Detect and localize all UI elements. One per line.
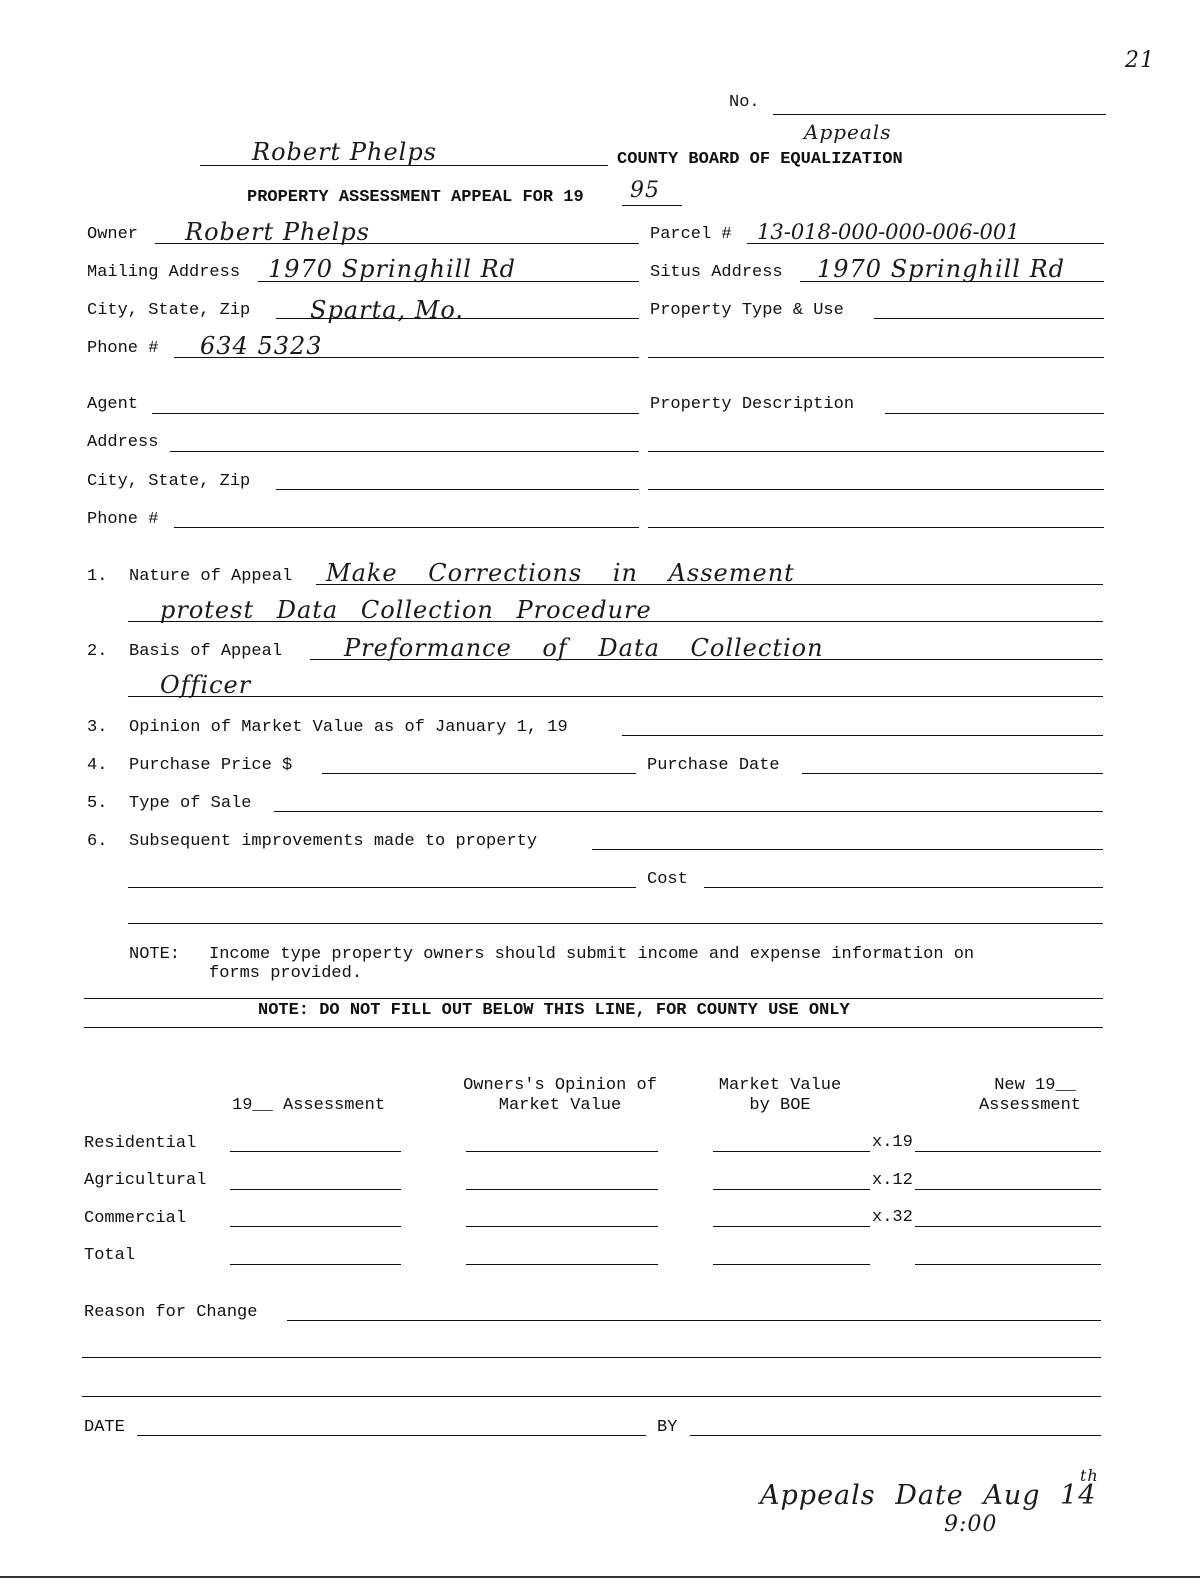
q4-number: 4. [87,756,108,775]
q3-field[interactable] [622,735,1103,736]
county-use-divider-top [84,998,1103,999]
purchase-date-label: Purchase Date [647,756,780,775]
board-title: COUNTY BOARD OF EQUALIZATION [617,150,903,169]
appeal-year-field[interactable] [622,205,682,206]
parcel-label: Parcel # [650,225,732,244]
by-label: BY [657,1418,678,1437]
owner-label: Owner [87,225,139,244]
city-state-zip-handwritten: Sparta, Mo. [310,296,465,324]
appeal-title: PROPERTY ASSESSMENT APPEAL FOR 19 [247,188,584,207]
agent-phone-field[interactable] [174,527,639,528]
date-label: DATE [84,1418,125,1437]
phone-handwritten: 634 5323 [200,332,323,360]
q2-field-line1[interactable] [310,659,1103,660]
agent-city-state-zip-label: City, State, Zip [87,472,251,491]
agent-label: Agent [87,395,139,414]
county-name-field[interactable] [200,165,608,166]
q5-label: Type of Sale [129,794,252,813]
residential-new-assessment-field[interactable] [915,1151,1101,1152]
property-type-field[interactable] [874,318,1104,319]
residential-owner-opinion-field[interactable] [466,1151,658,1152]
property-description-field-4[interactable] [648,527,1104,528]
commercial-owner-opinion-field[interactable] [466,1226,658,1227]
scan-bottom-edge [0,1576,1200,1578]
commercial-multiplier: x.32 [872,1208,913,1227]
residential-market-value-field[interactable] [713,1151,870,1152]
appeals-date-suffix-handwritten: th [1080,1466,1099,1485]
page-number: 21 [1125,48,1155,73]
county-name-handwritten: Robert Phelps [252,138,437,166]
note-label: NOTE: [129,945,181,964]
agent-city-state-zip-field[interactable] [276,489,639,490]
total-new-assessment-field[interactable] [915,1264,1101,1265]
row-total-label: Total [84,1246,136,1265]
improvements-field-3[interactable] [128,923,1103,924]
owner-field[interactable] [155,243,639,244]
reason-for-change-label: Reason for Change [84,1303,258,1322]
owner-value-handwritten: Robert Phelps [185,218,370,246]
q3-number: 3. [87,718,108,737]
note-text-line2: forms provided. [209,964,363,983]
city-state-zip-field[interactable] [276,318,639,319]
q2-line1-handwritten: Preformance of Data Collection [344,634,824,662]
agent-address-label: Address [87,433,159,452]
county-use-note: NOTE: DO NOT FILL OUT BELOW THIS LINE, FOR COUNTY USE ONLY [258,1001,850,1020]
property-type-label: Property Type & Use [650,301,844,320]
q2-line2-handwritten: Officer [160,671,252,699]
agricultural-owner-opinion-field[interactable] [466,1189,658,1190]
commercial-new-assessment-field[interactable] [915,1226,1101,1227]
col-new-assessment-header-1: New 19__ [994,1076,1076,1095]
no-field[interactable] [773,114,1106,115]
reason-for-change-field[interactable] [287,1320,1101,1321]
agricultural-multiplier: x.12 [872,1171,913,1190]
purchase-price-field[interactable] [322,773,636,774]
property-description-field[interactable] [885,413,1104,414]
commercial-assessment-field[interactable] [230,1226,401,1227]
q1-label: Nature of Appeal [129,567,293,586]
mailing-address-handwritten: 1970 Springhill Rd [268,255,517,283]
cost-label: Cost [647,870,688,889]
improvements-field-2[interactable] [128,887,636,888]
col-market-value-header-1: Market Value [718,1076,842,1095]
situs-address-handwritten: 1970 Springhill Rd [817,255,1066,283]
property-type-field-2[interactable] [648,357,1104,358]
note-text-line1: Income type property owners should submit income and expense information on [209,945,975,964]
date-field[interactable] [137,1435,646,1436]
agricultural-new-assessment-field[interactable] [915,1189,1101,1190]
phone-label: Phone # [87,339,159,358]
appeals-time-handwritten: 9:00 [944,1512,998,1537]
col-owner-opinion-header-1: Owners's Opinion of [463,1076,657,1095]
q2-field-line2[interactable] [128,696,1103,697]
purchase-date-field[interactable] [802,773,1103,774]
col-market-value-header-2: by BOE [749,1096,811,1115]
property-description-field-2[interactable] [648,451,1104,452]
q6-number: 6. [87,832,108,851]
residential-multiplier: x.19 [872,1133,913,1152]
row-commercial-label: Commercial [84,1209,187,1228]
col-assessment-header: 19__ Assessment [232,1096,386,1115]
commercial-market-value-field[interactable] [713,1226,870,1227]
no-label: No. [729,93,760,112]
appeal-year-handwritten: 95 [630,178,660,203]
q6-label: Subsequent improvements made to property [129,832,538,851]
by-field[interactable] [690,1435,1101,1436]
q4-label: Purchase Price $ [129,756,293,775]
improvements-field[interactable] [592,849,1103,850]
agent-phone-label: Phone # [87,510,159,529]
row-residential-label: Residential [84,1134,197,1153]
type-of-sale-field[interactable] [274,811,1103,812]
total-market-value-field[interactable] [713,1264,870,1265]
agent-field[interactable] [152,413,639,414]
q5-number: 5. [87,794,108,813]
q2-number: 2. [87,642,108,661]
parcel-field[interactable] [747,243,1104,244]
property-description-label: Property Description [650,395,855,414]
reason-for-change-field-3[interactable] [82,1396,1101,1397]
q3-label: Opinion of Market Value as of January 1, 19 [129,718,568,737]
q1-number: 1. [87,567,108,586]
residential-assessment-field[interactable] [230,1151,401,1152]
q1-line2-handwritten: protest Data Collection Procedure [160,596,652,624]
reason-for-change-field-2[interactable] [82,1357,1101,1358]
parcel-handwritten: 13-018-000-000-006-001 [757,220,1020,244]
col-owner-opinion-header-2: Market Value [498,1096,622,1115]
q2-label: Basis of Appeal [129,642,283,661]
appeals-date-handwritten: Appeals Date Aug 14 [760,1480,1097,1511]
total-owner-opinion-field[interactable] [466,1264,658,1265]
situs-address-field[interactable] [800,281,1104,282]
col-new-assessment-header-2: Assessment [978,1096,1082,1115]
property-description-field-3[interactable] [648,489,1104,490]
county-use-divider-bottom [84,1027,1103,1028]
agricultural-assessment-field[interactable] [230,1189,401,1190]
total-assessment-field[interactable] [230,1264,401,1265]
phone-field[interactable] [174,357,639,358]
agricultural-market-value-field[interactable] [713,1189,870,1190]
q1-field-line2[interactable] [128,621,1103,622]
agent-address-field[interactable] [170,451,639,452]
row-agricultural-label: Agricultural [84,1171,207,1190]
mailing-address-label: Mailing Address [87,263,241,282]
board-annotation-handwritten: Appeals [804,120,892,144]
q1-line1-handwritten: Make Corrections in Assement [326,559,795,587]
mailing-address-field[interactable] [258,281,639,282]
situs-address-label: Situs Address [650,263,783,282]
city-state-zip-label: City, State, Zip [87,301,251,320]
q1-field-line1[interactable] [316,584,1103,585]
cost-field[interactable] [704,887,1103,888]
